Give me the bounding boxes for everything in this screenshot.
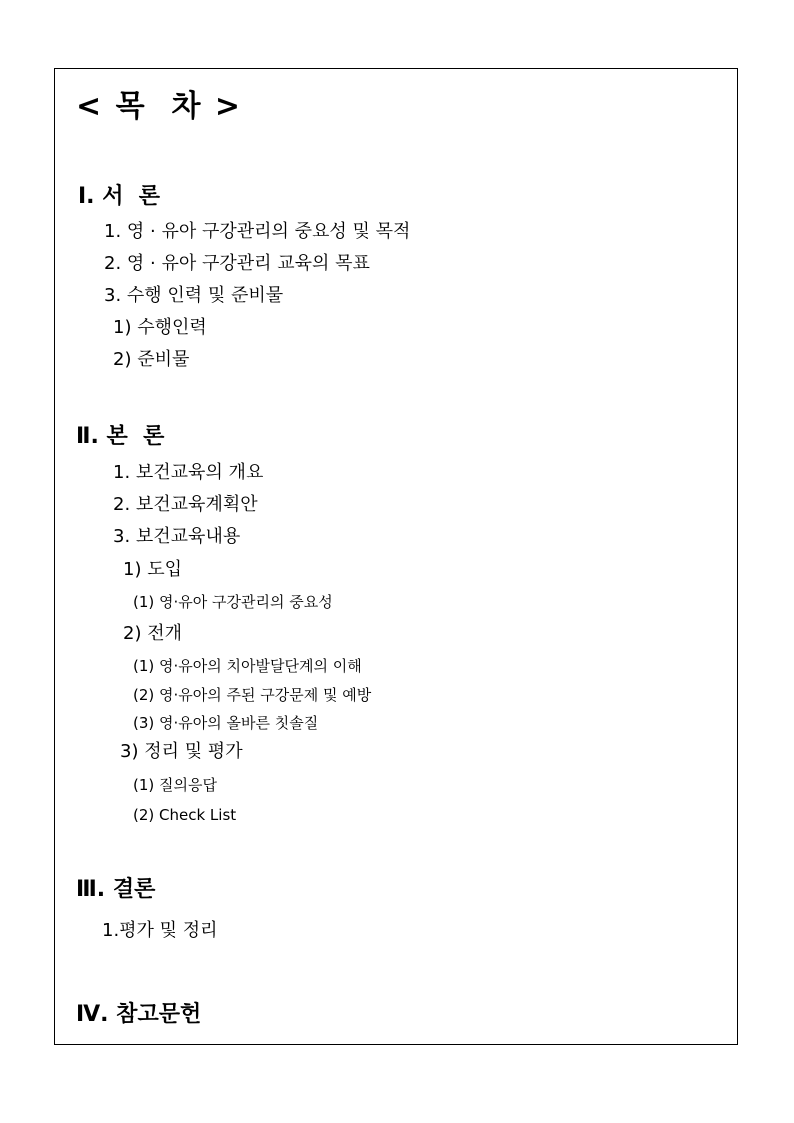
toc-subsubitem: (1) 영·유아의 치아발달단계의 이해 [133, 657, 362, 675]
toc-item: 3. 수행 인력 및 준비물 [104, 285, 284, 306]
toc-frame [54, 68, 738, 1045]
toc-subitem: 1) 도입 [123, 559, 182, 580]
toc-subsubitem: (1) 질의응답 [133, 776, 217, 794]
toc-subitem: 1) 수행인력 [113, 317, 207, 338]
toc-subsubitem: (3) 영·유아의 올바른 칫솔질 [133, 714, 319, 732]
toc-subitem: 2) 전개 [123, 623, 182, 644]
toc-subitem: 3) 정리 및 평가 [120, 741, 243, 762]
toc-title: < 목 차 > [76, 89, 243, 124]
toc-item: 3. 보건교육내용 [113, 526, 241, 547]
toc-subsubitem: (2) 영·유아의 주된 구강문제 및 예방 [133, 686, 372, 704]
toc-subsubitem: (2) Check List [133, 806, 237, 824]
section-3-heading: Ⅲ. 결론 [76, 877, 156, 902]
toc-item: 1.평가 및 정리 [102, 920, 218, 941]
section-2-heading: Ⅱ. 본 론 [76, 424, 165, 449]
toc-item: 1. 보건교육의 개요 [113, 462, 264, 483]
toc-subsubitem: (1) 영·유아 구강관리의 중요성 [133, 593, 333, 611]
toc-item: 1. 영 · 유아 구강관리의 중요성 및 목적 [104, 221, 411, 242]
toc-subitem: 2) 준비물 [113, 349, 190, 370]
toc-item: 2. 보건교육계획안 [113, 494, 258, 515]
section-4-heading: Ⅳ. 참고문헌 [76, 1002, 202, 1027]
toc-item: 2. 영 · 유아 구강관리 교육의 목표 [104, 253, 370, 274]
section-1-heading: Ⅰ. 서 론 [78, 184, 161, 209]
